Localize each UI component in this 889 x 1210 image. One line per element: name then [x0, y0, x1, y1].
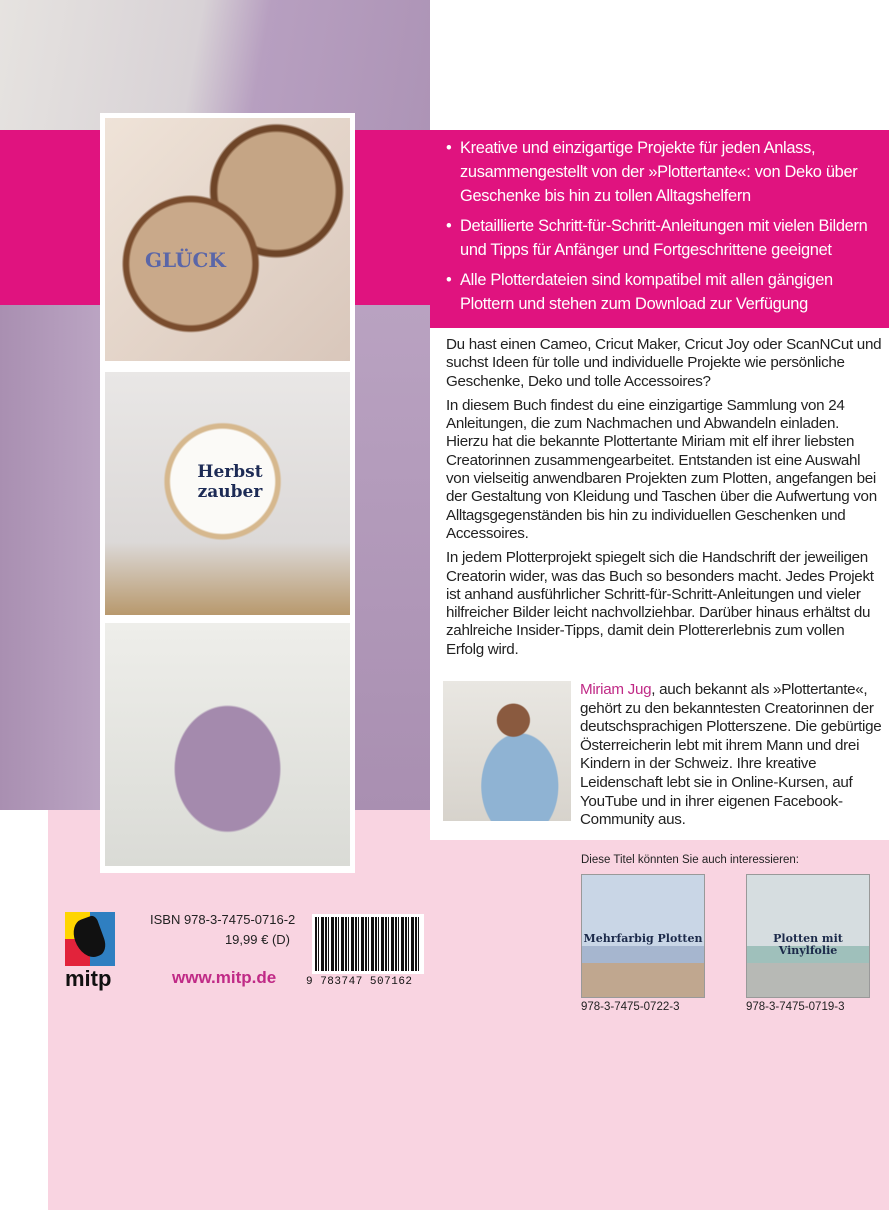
related-book-cover[interactable]: [746, 874, 870, 998]
publisher-logo-text: mitp: [65, 966, 112, 991]
related-book-cover[interactable]: [581, 874, 705, 998]
photo-kids-hoodie: [105, 623, 350, 866]
author-bio-text: , auch bekannt als »Plottertante«, gehört zu den bekanntesten Creatorinnen der deutschsprachigen Plotterszene. Die gebürtige Österreicherin lebt mit ihrem Mann und drei Kindern in der Schweiz. Ihre kreative Leidenschaft lebt sie in Online-Kursen, auf YouTube und in ihrer eigenen Facebook-Community aus.: [580, 681, 882, 829]
bullet-item: • Detaillierte Schritt-für-Schritt-Anleitungen mit vielen Bildern und Tipps für Anfänger und Fortgeschrittene geeignet: [446, 214, 885, 262]
bullet-item: • Kreative und einzigartige Projekte für jeden Anlass, zusammengestellt von der »Plottertante«: von Deko über Geschenke bis hin zu tollen Alltagshelfern: [446, 136, 885, 208]
mitp-logo-icon: [65, 912, 115, 966]
author-bio: [580, 681, 885, 830]
paragraph: In jedem Plotterprojekt spiegelt sich die Handschrift der jeweiligen Creatorin wider, was das Buch so besonders macht. Jedes Projekt ist anhand ausführlicher Schritt-für-Schritt-Anleitungen und vieler hilfreicher Bilder leicht nachvollziehbar. Darüber hinaus erhältst du zahlreiche Insider-Tipps, damit dein Plottererlebnis zum vollen Erfolg wird.: [446, 549, 874, 658]
price: 19,99 € (D): [224, 932, 290, 947]
feature-bullets: [430, 130, 889, 328]
paragraph: Du hast einen Cameo, Cricut Maker, Cricut Joy oder ScanNCut und suchst Ideen für tolle und individuelle Projekte wie persönliche Geschenke, Deko und tolle Accessoires?: [446, 336, 882, 390]
related-book-isbn: 978-3-7475-0722-3: [581, 1000, 680, 1013]
description: [430, 328, 889, 669]
author-photo: [443, 681, 571, 821]
barcode-number: 9 783747 507162: [306, 976, 413, 988]
barcode: [312, 914, 424, 974]
right-column: [430, 130, 889, 1027]
related-titles: [430, 840, 889, 1027]
bullet-item: • Alle Plotterdateien sind kompatibel mit allen gängigen Plottern und stehen zum Download zur Verfügung: [446, 268, 885, 316]
book-title: Mehrfarbig Plotten: [583, 931, 703, 945]
photo-wood-slices: [105, 118, 350, 361]
isbn: ISBN 978-3-7475-0716-2: [150, 912, 296, 927]
author-name: Miriam Jug: [580, 681, 652, 699]
paragraph: In diesem Buch findest du eine einzigartige Sammlung von 24 Anleitungen, die zum Nachmachen und Abwandeln einladen. Hierzu hat die bekannte Plottertante Miriam mit elf ihrer liebsten Creatorinnen zusammengearbeitet. Entstanden ist eine Auswahl von vielseitig anwendbaren Projekten zum Plotten, angefangen bei der Gestaltung von Kleidung und Taschen über die Aufwertung von Alltagsgegenständen bis hin zu individuellen Geschenken und Accessoires.: [446, 396, 877, 542]
photo-embroidery-hoop: [105, 372, 350, 615]
background-photo-strip: [355, 305, 430, 810]
author-section: [430, 669, 889, 840]
book-title: Plotten mit Vinylfolie: [773, 931, 843, 957]
related-heading: Diese Titel könnten Sie auch interessieren:: [581, 853, 799, 866]
background-photo-top: [0, 0, 430, 130]
publisher-url[interactable]: www.mitp.de: [172, 968, 277, 987]
photo1-label: GLÜCK: [145, 248, 226, 272]
photo2-label: Herbst zauber: [197, 462, 263, 502]
related-book-isbn: 978-3-7475-0719-3: [746, 1000, 845, 1013]
